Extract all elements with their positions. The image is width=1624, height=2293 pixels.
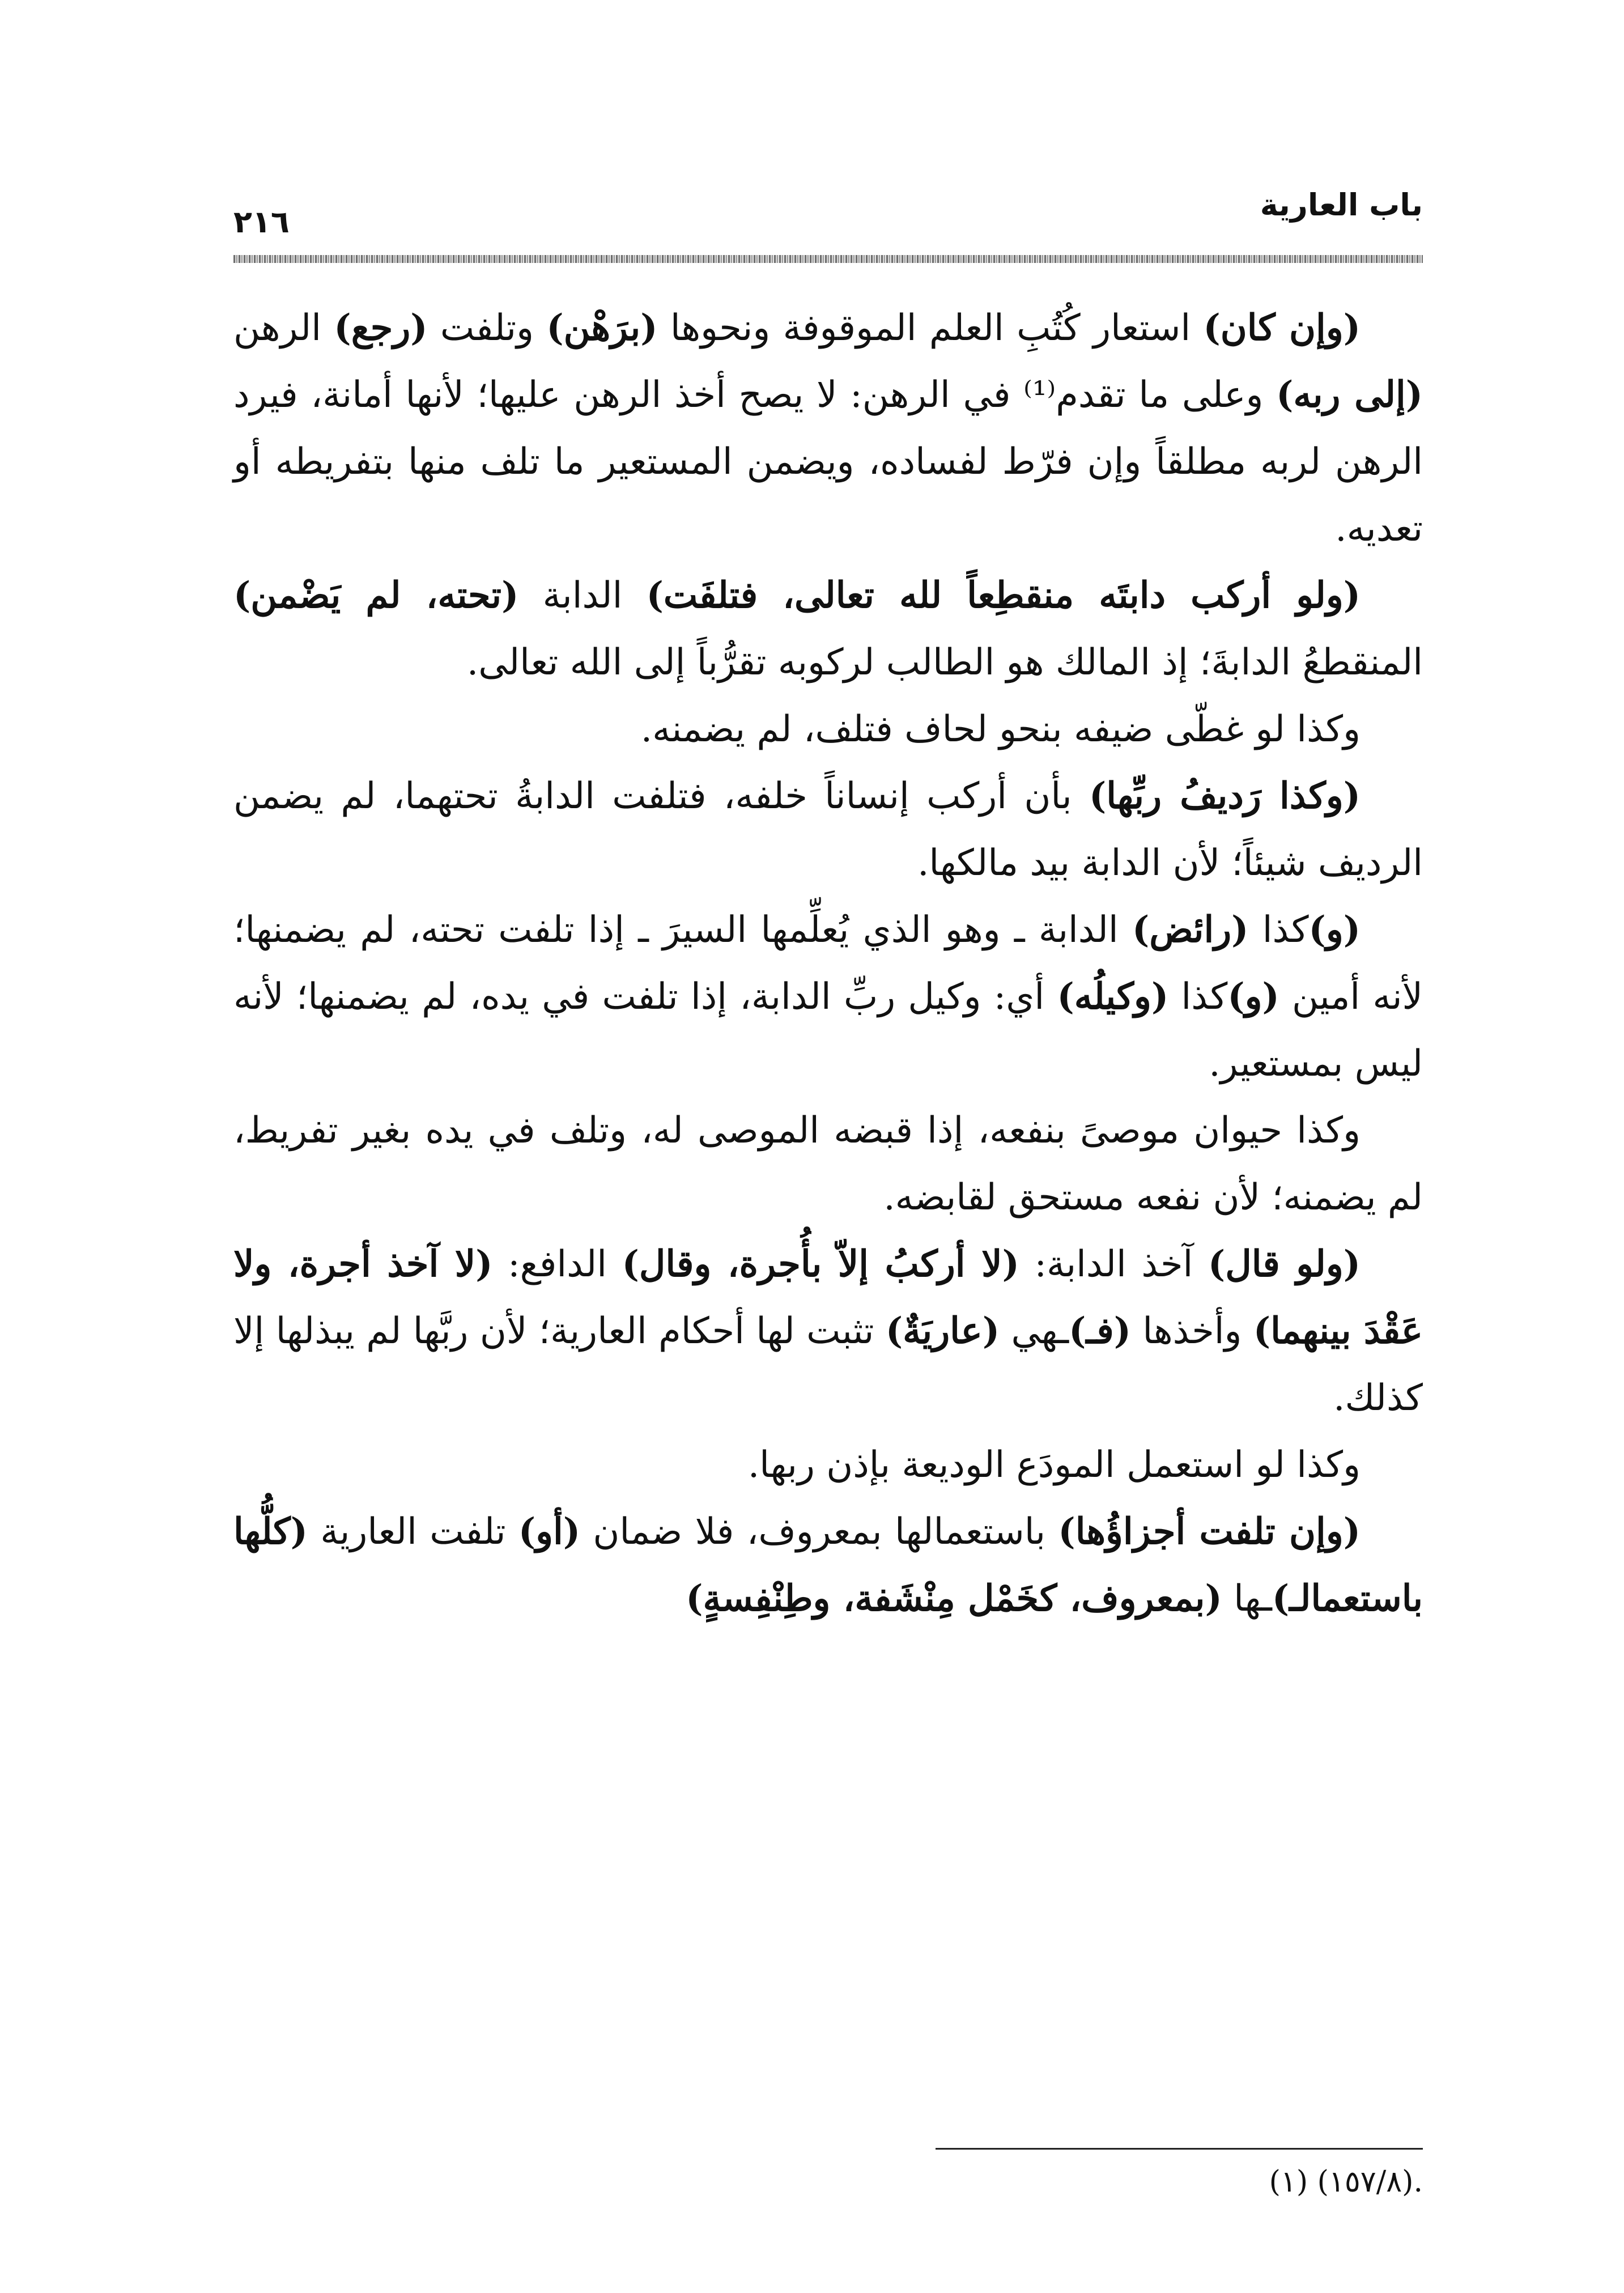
bold-matn-text: (لا أركبُ إلاّ بأُجرة، وقال) [622,1243,1019,1285]
bold-matn-text: (و) [1227,975,1279,1018]
commentary-text: باستعمالها بمعروف، فلا ضمان [580,1511,1058,1553]
commentary-text: المنقطعُ الدابةَ؛ إذ المالك هو الطالب لركوبه تقرُّباً إلى الله تعالى. [466,642,1423,683]
bold-matn-text: (أو) [518,1510,581,1553]
footnote: .(١٥٧/٨) (١) [1269,2165,1423,2199]
bold-matn-text: (لا آخذ أجرة، ولا عَقْدَ بينهما) [233,1243,1423,1352]
paragraph [233,1097,1423,1231]
bold-matn-text: (بمعروف، كخَمْل مِنْشَفة، وطِنْفِسةٍ) [686,1577,1222,1620]
bold-matn-text: (فـ) [1069,1310,1131,1352]
bold-matn-text: (و) [1308,908,1361,951]
commentary-text: ـهي [1000,1310,1069,1352]
commentary-text: الدافع: [492,1243,622,1285]
commentary-text: وكذا حيوان موصىً بنفعه، إذا قبضه الموصى له، وتلف في يده بغير تفريط، لم يضمنه؛ لأن نفعه مستحق لقابضه. [233,1110,1423,1218]
bold-matn-text: (رائض) [1132,908,1249,951]
header-divider [233,255,1423,263]
commentary-text: وكذا لو غطّى ضيفه بنحو لحاف فتلف، لم يضمنه. [640,708,1361,750]
bold-matn-text: (عاريَةٌ) [885,1310,1000,1352]
paragraph [233,1231,1423,1432]
bold-matn-text: (رجع) [334,307,428,349]
bold-matn-text: (وكذا رَديفُ ربِّها) [1089,775,1361,817]
bold-matn-text: (كلُّها باستعمالـ) [233,1510,1423,1620]
bold-matn-text: (وإن كان) [1203,307,1361,349]
paragraph [233,1498,1423,1632]
bold-matn-text: (تحته، لم يَضْمن) [233,574,519,617]
commentary-text: وكذا لو استعمل المودَع الوديعة بإذن ربها. [747,1444,1361,1486]
main-text [233,295,1423,1632]
commentary-text: كذا [1248,909,1309,951]
paragraph [233,295,1423,562]
commentary-text: الرهن [233,307,334,349]
commentary-text: أي: وكيل ربِّ الدابة، إذا تلفت في يده، لم يضمنها؛ لأنه ليس بمستعير. [233,976,1423,1085]
paragraph [233,897,1423,1097]
commentary-text: الدابة [518,575,647,617]
commentary-text: كذا [1168,976,1228,1018]
bold-matn-text: (وإن تلفت أجزاؤُها) [1058,1510,1361,1553]
bold-matn-text: (ولو قال) [1208,1243,1361,1285]
commentary-text: ـها [1222,1578,1272,1620]
bold-matn-text: (وكيلُه) [1057,975,1169,1018]
page-header [233,187,1423,272]
commentary-text: تثبت لها أحكام العارية؛ لأن ربَّها لم يبذلها إلا كذلك. [233,1310,1423,1419]
paragraph [233,562,1423,696]
commentary-text: تلفت العارية [307,1511,518,1553]
bold-matn-text: (إلى ربه) [1276,373,1423,416]
paragraph [233,1432,1423,1498]
commentary-text: بأن أركب إنساناً خلفه، فتلفت الدابةُ تحتهما، لم يضمن الرديف شيئاً؛ لأن الدابة بيد مالكها. [233,775,1423,884]
footnote-divider [936,2148,1423,2150]
commentary-text: وأخذها [1130,1310,1253,1352]
paragraph [233,763,1423,897]
commentary-text: وعلى ما تقدم⁽¹⁾ في الرهن: لا يصح أخذ الرهن عليها؛ لأنها أمانة، فيرد الرهن لربه مطلقاً وإن فرّط لفساده، ويضمن المستعير ما تلف منها بتفريطه أو تعديه. [233,374,1423,550]
commentary-text: استعار كُتُبِ العلم الموقوفة ونحوها [657,307,1204,349]
commentary-text: آخذ الدابة: [1019,1243,1208,1285]
page-number: ٢١٦ [233,204,290,240]
chapter-title: باب العارية [1260,187,1423,223]
commentary-text: وتلفت [427,307,547,349]
bold-matn-text: (ولو أركب دابتَه منقطِعاً لله تعالى، فتلفَت) [646,574,1361,617]
commentary-text: الدابة ـ وهو الذي يُعلِّمها السيرَ ـ إذا تلفت تحته، لم يضمنها؛ لأنه أمين [233,909,1423,1018]
bold-matn-text: (برَهْن) [546,307,658,349]
paragraph [233,696,1423,763]
